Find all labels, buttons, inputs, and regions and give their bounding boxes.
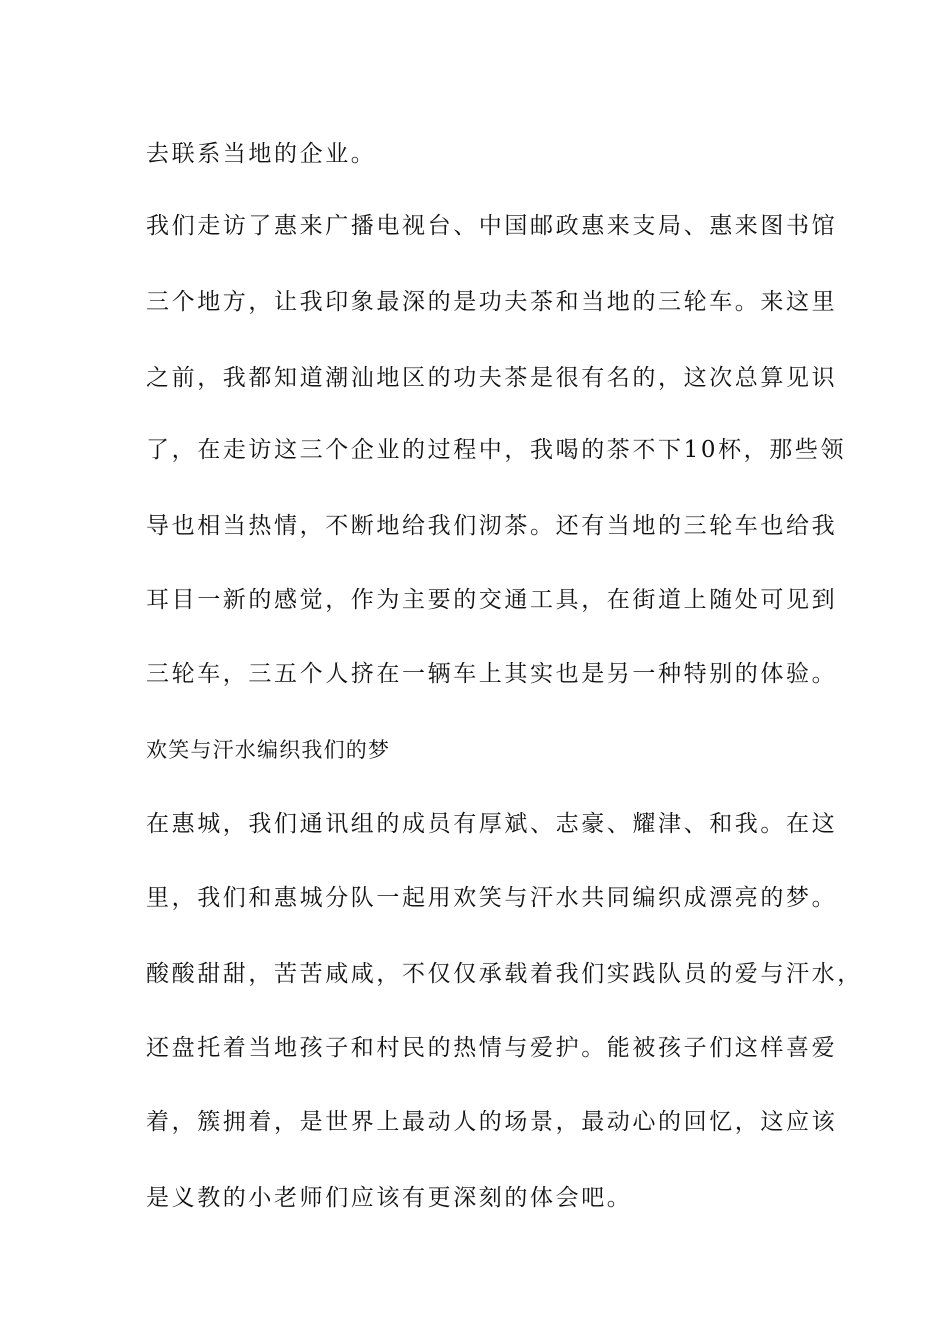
text-line: 去联系当地的企业。: [146, 141, 377, 167]
text-line: 我们走访了惠来广播电视台、中国邮政惠来支局、惠来图书馆: [146, 213, 838, 239]
text-line: 导也相当热情，不断地给我们沏茶。还有当地的三轮车也给我: [146, 513, 838, 539]
text-line: 里，我们和惠城分队一起用欢笑与汗水共同编织成漂亮的梦。: [146, 885, 838, 911]
text-line: 三轮车，三五个人挤在一辆车上其实也是另一种特别的体验。: [146, 661, 838, 687]
text-line: 酸酸甜甜，苦苦咸咸，不仅仅承载着我们实践队员的爱与汗水，: [146, 961, 863, 987]
text-line: 在惠城，我们通讯组的成员有厚斌、志豪、耀津、和我。在这: [146, 811, 838, 837]
text-line: 是义教的小老师们应该有更深刻的体会吧。: [146, 1185, 633, 1211]
text-line: 还盘托着当地孩子和村民的热情与爱护。能被孩子们这样喜爱: [146, 1035, 838, 1061]
text-line: 耳目一新的感觉，作为主要的交通工具，在街道上随处可见到: [146, 587, 838, 613]
text-line: 三个地方，让我印象最深的是功夫茶和当地的三轮车。来这里: [146, 289, 838, 315]
section-heading: 欢笑与汗水编织我们的梦: [146, 738, 391, 762]
text-line: 了，在走访这三个企业的过程中，我喝的茶不下10杯，那些领: [146, 437, 847, 463]
text-line: 之前，我都知道潮汕地区的功夫茶是很有名的，这次总算见识: [146, 365, 838, 391]
text-line: 着，簇拥着，是世界上最动人的场景，最动心的回忆，这应该: [146, 1109, 838, 1135]
